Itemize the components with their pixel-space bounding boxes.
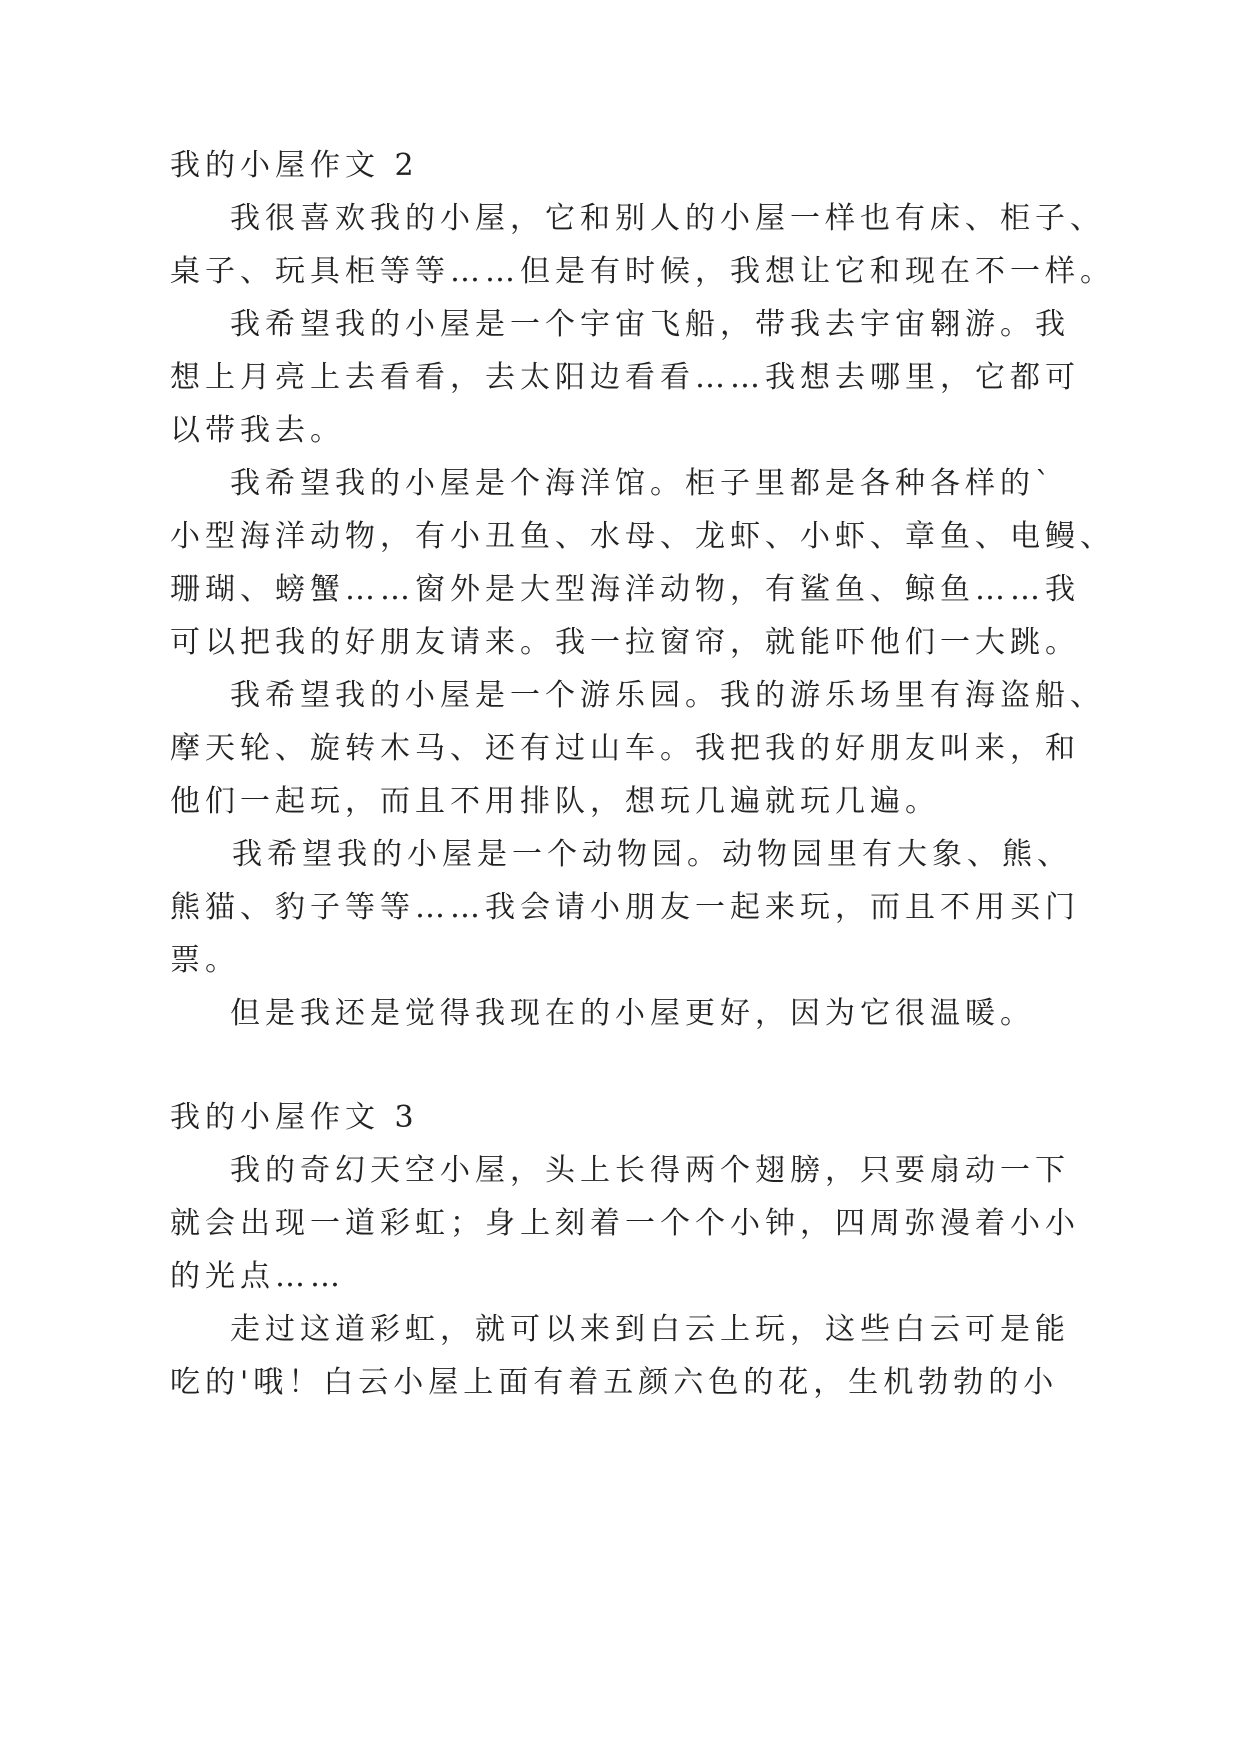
paragraph-line: 我希望我的小屋是一个动物园。动物园里有大象、熊、: [232, 837, 1072, 872]
paragraph-line: 票。: [170, 943, 240, 978]
paragraph-line: 桌子、玩具柜等等……但是有时候，我想让它和现在不一样。: [170, 254, 1115, 289]
paragraph-line: 就会出现一道彩虹；身上刻着一个个小钟，四周弥漫着小小: [170, 1206, 1080, 1241]
paragraph-line: 我的奇幻天空小屋，头上长得两个翅膀，只要扇动一下: [230, 1153, 1070, 1188]
paragraph-line: 熊猫、豹子等等……我会请小朋友一起来玩，而且不用买门: [170, 890, 1080, 925]
paragraph-line: 走过这道彩虹，就可以来到白云上玩，这些白云可是能: [230, 1312, 1070, 1347]
paragraph-line: 他们一起玩，而且不用排队，想玩几遍就玩几遍。: [170, 784, 940, 819]
section-heading: 我的小屋作文 3: [170, 1100, 419, 1135]
paragraph-line: 想上月亮上去看看，去太阳边看看……我想去哪里，它都可: [170, 360, 1080, 395]
section-heading: 我的小屋作文 2: [170, 148, 419, 183]
paragraph-line: 我希望我的小屋是一个宇宙飞船，带我去宇宙翱游。我: [230, 307, 1070, 342]
paragraph-line: 的光点……: [170, 1259, 345, 1294]
paragraph-line: 珊瑚、螃蟹……窗外是大型海洋动物，有鲨鱼、鲸鱼……我: [170, 572, 1080, 607]
paragraph-line: 摩天轮、旋转木马、还有过山车。我把我的好朋友叫来，和: [170, 731, 1080, 766]
paragraph-line: 我希望我的小屋是个海洋馆。柜子里都是各种各样的`: [230, 466, 1055, 501]
paragraph-line: 我很喜欢我的小屋，它和别人的小屋一样也有床、柜子、: [230, 201, 1105, 236]
paragraph-line: 我希望我的小屋是一个游乐园。我的游乐场里有海盗船、: [230, 678, 1105, 713]
paragraph-line: 可以把我的好朋友请来。我一拉窗帘，就能吓他们一大跳。: [170, 625, 1080, 660]
paragraph-line: 小型海洋动物，有小丑鱼、水母、龙虾、小虾、章鱼、电鳗、: [170, 519, 1115, 554]
paragraph-line: 但是我还是觉得我现在的小屋更好，因为它很温暖。: [230, 996, 1035, 1031]
paragraph-line: 吃的'哦！白云小屋上面有着五颜六色的花，生机勃勃的小: [170, 1365, 1059, 1400]
paragraph-line: 以带我去。: [170, 413, 345, 448]
